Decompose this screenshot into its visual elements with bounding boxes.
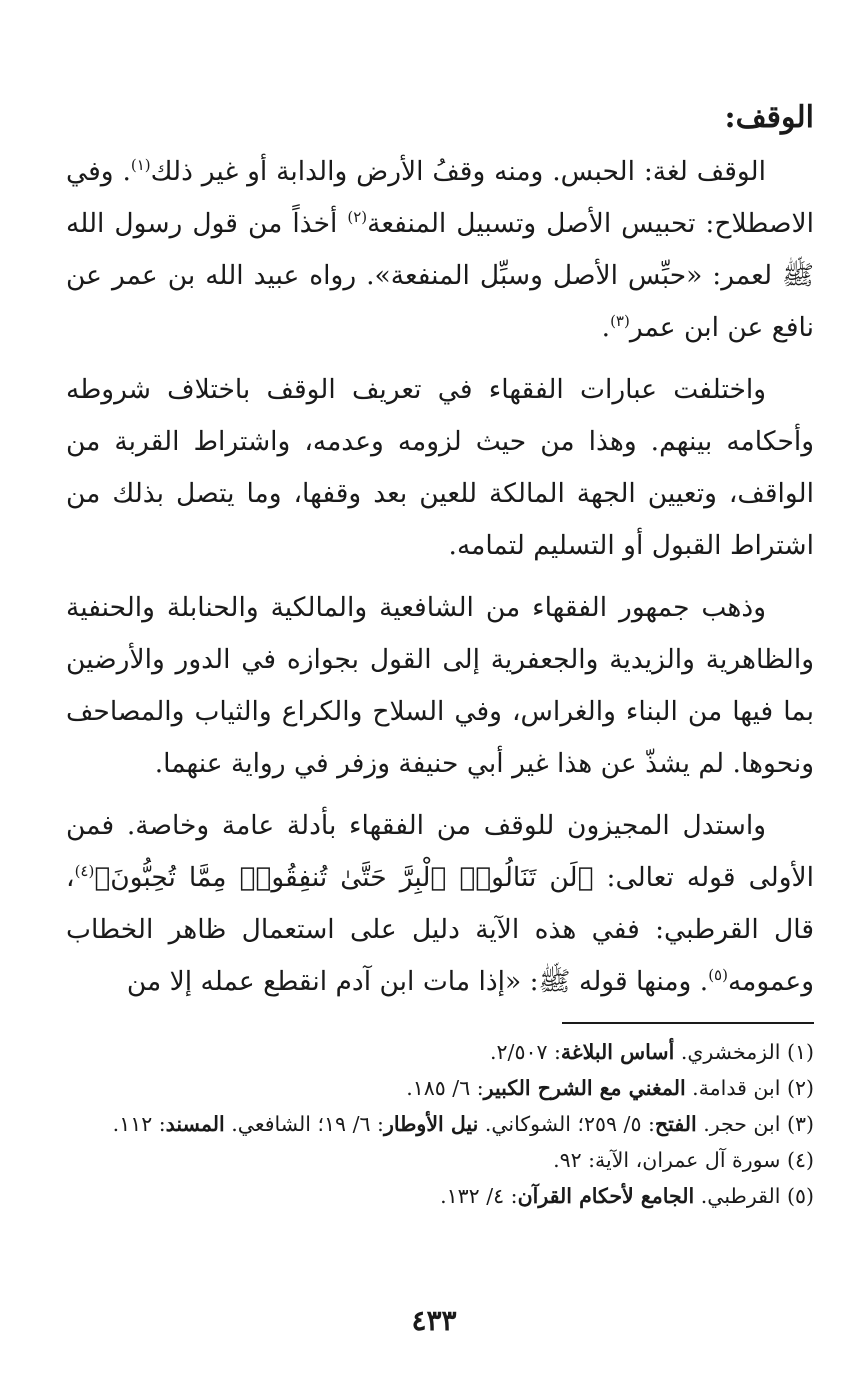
footnote-author: ابن قدامة. — [692, 1076, 781, 1100]
paragraph-majority: وذهب جمهور الفقهاء من الشافعية والمالكية والحنابلة والحنفية والظاهرية والزيدية والجعفرية إلى القول بجوازه في الدور والأرضين بما فيها من البناء والغراس، وفي السلاح والكراع والثياب والمصاحف ونحوها. لم يشذّ عن هذا غير أبي حنيفة وزفر في رواية عنهما. — [66, 592, 814, 779]
footnote-ref: : ٦/ ١٨٥. — [406, 1076, 484, 1100]
footnote-4 — [66, 1142, 814, 1178]
footnote-book-title: المغني مع الشرح الكبير — [483, 1076, 686, 1100]
footnote-separator — [562, 1022, 814, 1024]
footnote-2 — [66, 1070, 814, 1106]
footnote-book-title: الجامع لأحكام القرآن — [517, 1184, 695, 1208]
text-run: ، قال القرطبي: ففي هذه الآية دليل على استعمال ظاهر الخطاب وعمومه — [66, 862, 814, 997]
footnote-book-title-3: المسند — [165, 1112, 225, 1136]
text-run: . ومنها قوله ﷺ: «إذا مات ابن آدم انقطع عمله إلا من — [126, 966, 709, 997]
footnote-number: (٣) — [786, 1112, 814, 1136]
footnote-ref-5[interactable]: (٥) — [708, 966, 728, 985]
page-number: ٤٣٣ — [411, 1304, 457, 1337]
paragraph-disagreement: واختلفت عبارات الفقهاء في تعريف الوقف باختلاف شروطه وأحكامه بينهم. وهذا من حيث لزومه وعدمه، واشتراط القربة من الواقف، وتعيين الجهة المالكة للعين بعد وقفها، وما يتصل بذلك من اشتراط القبول أو التسليم لتمامه. — [66, 374, 814, 561]
footnote-number: (٤) — [786, 1148, 814, 1172]
text-run: . وفي الاصطلاح: تحبيس الأصل وتسبيل المنفعة — [66, 156, 814, 239]
footnote-book-title: الفتح — [654, 1112, 697, 1136]
text-run: الوقف لغة: الحبس. ومنه وقفُ الأرض والدابة أو غير ذلك — [150, 156, 766, 187]
section-heading: الوقف: — [724, 100, 814, 135]
footnote-ref: : ٢/٥٠٧. — [490, 1040, 561, 1064]
footnote-3 — [66, 1106, 814, 1142]
footnote-book-title: أساس البلاغة — [560, 1040, 675, 1064]
text-run: . — [601, 312, 611, 343]
footnote-number: (٥) — [786, 1184, 814, 1208]
text-run: أخذاً من قول رسول الله ﷺ لعمر: «حبِّس الأصل وسبِّل المنفعة». رواه عبيد الله بن عمر عن نافع عن ابن عمر — [66, 208, 814, 343]
footnote-ref-3: : ١١٢. — [112, 1112, 166, 1136]
footnote-number: (٢) — [786, 1076, 814, 1100]
footnote-ref-2[interactable]: (٢) — [347, 208, 368, 227]
footnote-ref: : ٤/ ١٣٢. — [440, 1184, 518, 1208]
footnote-author: القرطبي. — [700, 1184, 781, 1208]
paragraph-definition — [66, 146, 814, 354]
footnote-ref: : ٥/ ٢٥٩؛ الشوكاني. — [484, 1112, 655, 1136]
footnote-ref-1[interactable]: (١) — [130, 156, 151, 175]
footnote-1 — [66, 1034, 814, 1070]
footnotes — [66, 1034, 814, 1214]
footnote-5 — [66, 1178, 814, 1214]
main-text — [66, 96, 814, 1018]
paragraph-evidence — [66, 800, 814, 1008]
footnote-book-title-2: نيل الأوطار — [383, 1112, 479, 1136]
footnote-ref-3[interactable]: (٣) — [610, 312, 630, 331]
footnote-number: (١) — [786, 1040, 814, 1064]
footnote-ref-2: : ٦/ ١٩؛ الشافعي. — [231, 1112, 384, 1136]
footnote-author: ابن حجر. — [703, 1112, 781, 1136]
footnote-text: سورة آل عمران، الآية: ٩٢. — [553, 1148, 781, 1172]
footnote-author: الزمخشري. — [680, 1040, 781, 1064]
text-run: واستدل المجيزون للوقف من الفقهاء بأدلة عامة وخاصة. فمن الأولى قوله تعالى: ﴿لَن تَنَالُوا۟ ٱلْبِرَّ حَتَّىٰ تُنفِقُوا۟ مِمَّا تُحِبُّونَ﴾ — [66, 810, 814, 893]
footnote-ref-4[interactable]: (٤) — [74, 862, 95, 881]
